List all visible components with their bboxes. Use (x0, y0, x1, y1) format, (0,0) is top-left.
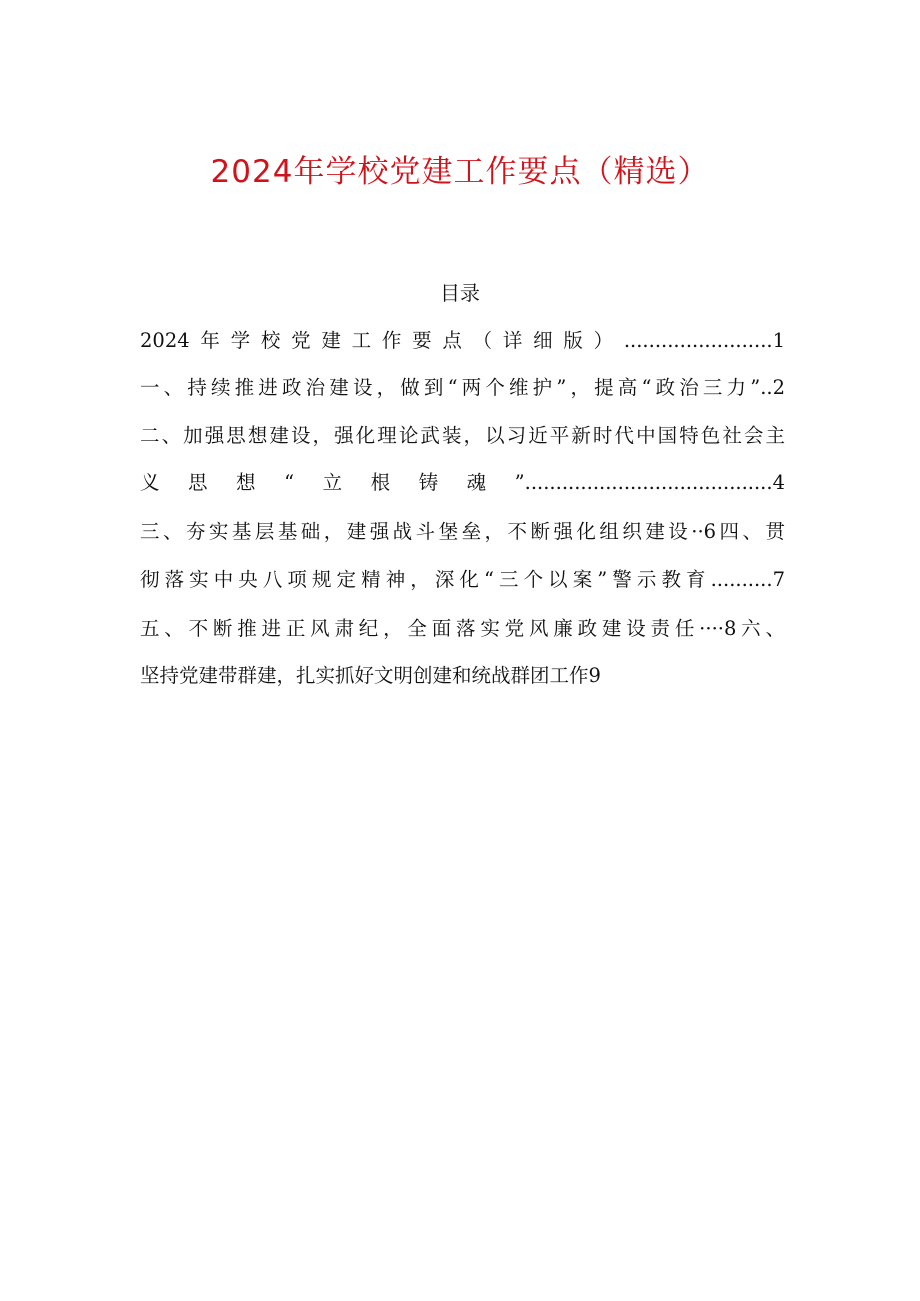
toc-line: 三、夯实基层基础，建强战斗堡垒，不断强化组织建设··6四、贯 (140, 520, 785, 543)
document-title: 2024年学校党建工作要点（精选） (210, 154, 710, 190)
toc-line: 彻落实中央八项规定精神，深化“三个以案”警示教育..........7 (140, 568, 785, 591)
toc-line: 二、加强思想建设，强化理论武装，以习近平新时代中国特色社会主 (140, 424, 785, 447)
toc-line: 义思想“立根铸魂”........................................4 (140, 471, 785, 494)
toc-line: 2024年学校党建工作要点（详细版）........................1 (140, 329, 785, 352)
toc-heading: 目录 (440, 281, 480, 305)
toc-line: 坚持党建带群建，扎实抓好文明创建和统战群团工作9 (140, 664, 601, 687)
toc-line: 一、持续推进政治建设，做到“两个维护”，提高“政治三力”..2 (140, 376, 785, 399)
toc-line: 五、不断推进正风肃纪，全面落实党风廉政建设责任····8六、 (140, 617, 785, 640)
